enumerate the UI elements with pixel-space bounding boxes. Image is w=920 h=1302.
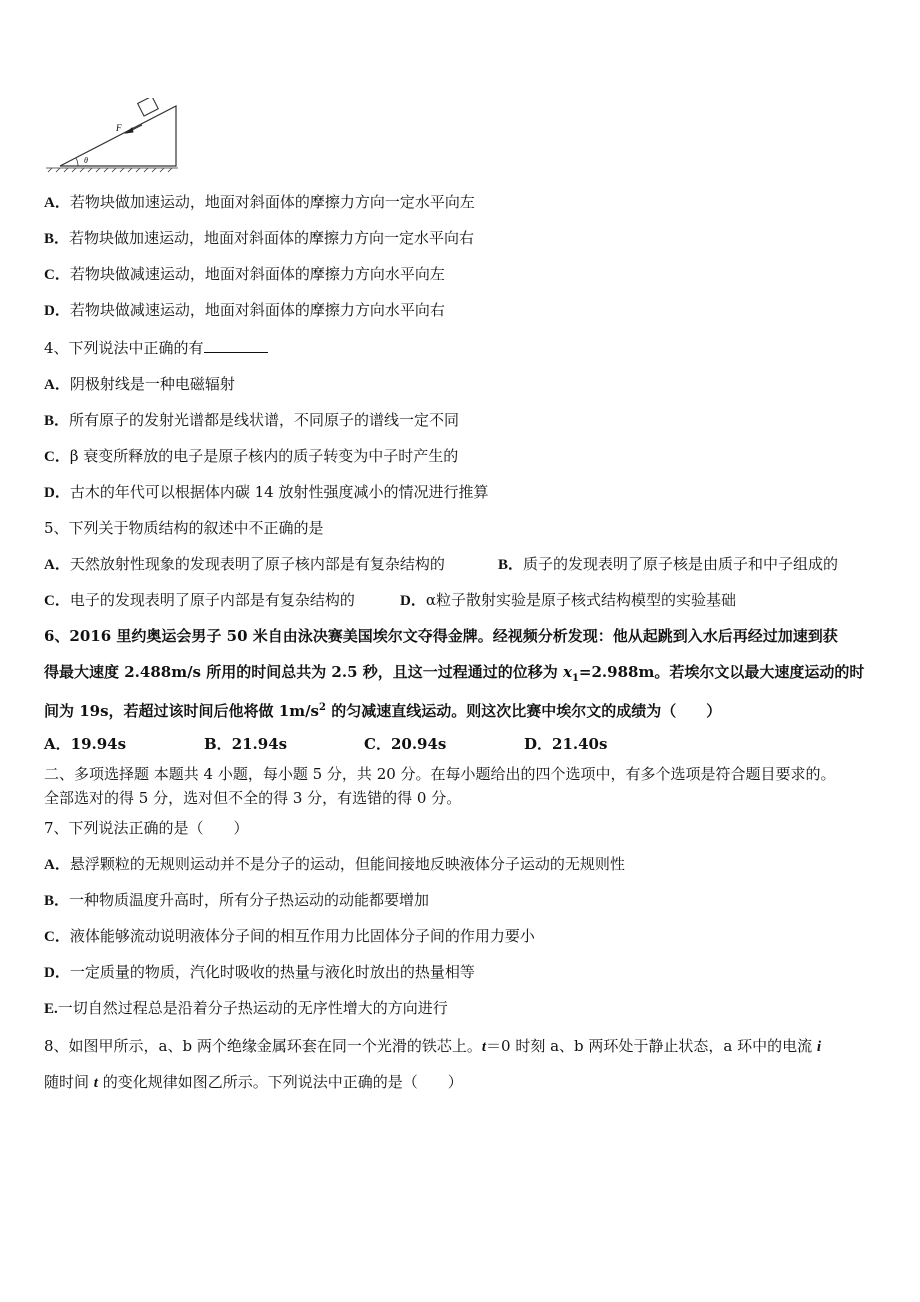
q3-option-d: D．若物块做减速运动，地面对斜面体的摩擦力方向水平向右 xyxy=(44,301,445,319)
q7-option-b: B．一种物质温度升高时，所有分子热运动的动能都要增加 xyxy=(44,891,430,909)
q6-stem-line2: 得最大速度 2.488m/s 所用的时间总共为 2.5 秒，且这一过程通过的位移为 $x_1=2.988m$。若埃尔文以最大速度运动的时 xyxy=(44,663,865,684)
q3-option-c: C．若物块做减速运动，地面对斜面体的摩擦力方向水平向左 xyxy=(44,265,445,283)
q4-option-b: B．所有原子的发射光谱都是线状谱，不同原子的谱线一定不同 xyxy=(44,411,460,429)
angle-label: θ xyxy=(84,156,88,165)
q5-option-d: D．α粒子散射实验是原子核式结构模型的实验基础 xyxy=(400,591,736,609)
section2-instructions-line2: 全部选对的得 5 分，选对但不全的得 3 分，有选错的得 0 分。 xyxy=(44,789,462,807)
q5-option-a: A．天然放射性现象的发现表明了原子核内部是有复杂结构的 xyxy=(44,555,445,573)
q7-option-d: D．一定质量的物质，汽化时吸收的热量与液化时放出的热量相等 xyxy=(44,963,475,981)
incline-figure xyxy=(44,98,184,173)
answer-blank xyxy=(204,338,268,353)
q8-stem-line1: 8、如图甲所示，a、b 两个绝缘金属环套在同一个光滑的铁芯上。t＝0 时刻 a、b 两环处于静止状态，a 环中的电流 i xyxy=(44,1037,822,1055)
q5-option-b: B．质子的发现表明了原子核是由质子和中子组成的 xyxy=(498,555,839,573)
q4-stem: 4、下列说法中正确的有 xyxy=(44,338,268,358)
q6-option-d: D．21.40s xyxy=(524,735,608,753)
q6-option-b: B．21.94s xyxy=(204,735,288,753)
q7-stem: 7、下列说法正确的是（ ） xyxy=(44,819,249,837)
q3-option-a: A．若物块做加速运动，地面对斜面体的摩擦力方向一定水平向左 xyxy=(44,193,475,211)
q7-option-c: C．液体能够流动说明液体分子间的相互作用力比固体分子间的作用力要小 xyxy=(44,927,535,945)
q8-stem-line2: 随时间 t 的变化规律如图乙所示。下列说法中正确的是（ ） xyxy=(44,1073,463,1091)
section2-instructions-line1: 二、多项选择题 本题共 4 小题，每小题 5 分，共 20 分。在每小题给出的四个选项中，有多个选项是符合题目要求的。 xyxy=(44,765,836,783)
ground-hatch xyxy=(46,168,178,172)
q6-option-a: A．19.94s xyxy=(44,735,127,753)
force-label: F xyxy=(116,123,122,133)
q7-option-e: E.一切自然过程总是沿着分子热运动的无序性增大的方向进行 xyxy=(44,999,448,1017)
q4-option-a: A．阴极射线是一种电磁辐射 xyxy=(44,375,235,393)
q5-stem: 5、下列关于物质结构的叙述中不正确的是 xyxy=(44,519,324,537)
angle-arc xyxy=(76,158,78,166)
q6-option-c: C．20.94s xyxy=(364,735,447,753)
block xyxy=(138,98,159,116)
q7-option-a: A．悬浮颗粒的无规则运动并不是分子的运动，但能间接地反映液体分子运动的无规则性 xyxy=(44,855,625,873)
q6-stem-line1: 6、2016 里约奥运会男子 50 米自由泳决赛美国埃尔文夺得金牌。经视频分析发现：他从起跳到入水后再经过加速到获 xyxy=(44,627,838,645)
incline-wedge xyxy=(60,106,176,166)
q4-option-d: D．古木的年代可以根据体内碳 14 放射性强度减小的情况进行推算 xyxy=(44,483,489,501)
q4-option-c: C．β 衰变所释放的电子是原子核内的质子转变为中子时产生的 xyxy=(44,447,459,465)
q6-stem-line3: 间为 19s，若超过该时间后他将做 $1m/s^2$ 的匀减速直线运动。则这次比赛中埃尔文的成绩为（ ） xyxy=(44,702,722,720)
q5-option-c: C．电子的发现表明了原子内部是有复杂结构的 xyxy=(44,591,355,609)
force-arrow xyxy=(126,125,142,133)
q3-option-b: B．若物块做加速运动，地面对斜面体的摩擦力方向一定水平向右 xyxy=(44,229,475,247)
